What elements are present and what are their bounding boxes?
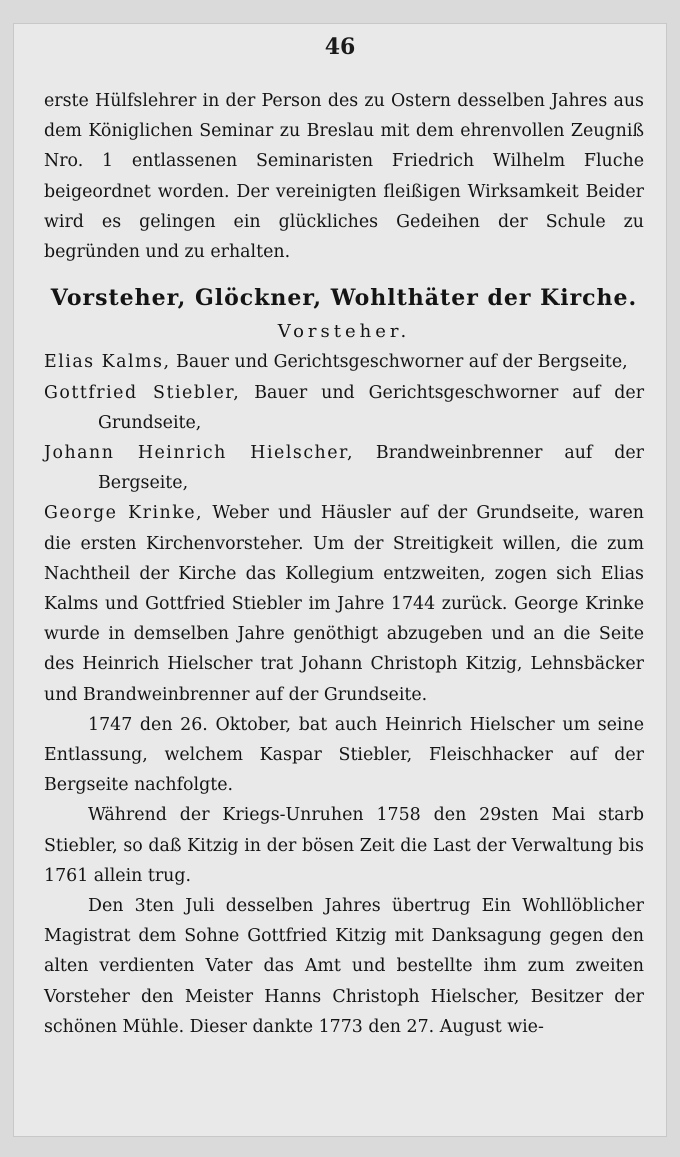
list-item bbox=[44, 438, 644, 498]
entry-name: Gottfried Stiebler, bbox=[44, 382, 241, 403]
entry-name: Johann Heinrich Hielscher, bbox=[44, 443, 354, 464]
page-text bbox=[44, 86, 644, 1042]
paragraph-july: Den 3ten Juli desselben Jahres übertrug Ein Wohllöblicher Magistrat dem Sohne Gottfried Kitzig mit Danksagung gegen den alten verdienten Vater das Amt und bestellte ihm zum zweiten Vorsteher den Meister Hanns Christoph Hielscher, Besitzer der schönen Mühle. Dieser dankte 1773 den 27. August wie- bbox=[44, 896, 644, 1037]
closing-text: Weber und Häusler auf der Grundseite, waren die ersten Kirchenvorsteher. Um der Streitigkeit willen, die zum Nachtheil der Kirche das Kollegium entzweiten, zogen sich Elias Kalms und Gottfried Stiebler im Jahre 1744 zurück. George Krinke wurde in demselben Jahre genöthigt abzugeben und an die Seite des Heinrich Hielscher trat Johann Christoph Kitzig, Lehnsbäcker und Brandweinbrenner auf der Grundseite. bbox=[44, 503, 644, 705]
section-heading: Vorsteher, Glöckner, Wohlthäter der Kirche. bbox=[50, 285, 638, 312]
list-item bbox=[44, 347, 644, 377]
page-number: 46 bbox=[324, 34, 356, 60]
closing-paragraph bbox=[44, 498, 644, 709]
entry-name: Elias Kalms, bbox=[44, 352, 171, 373]
book-page bbox=[14, 24, 666, 1136]
paragraph-1758: Während der Kriegs-Unruhen 1758 den 29sten Mai starb Stiebler, so daß Kitzig in der bösen Zeit die Last der Verwaltung bis 1761 allein trug. bbox=[44, 805, 644, 886]
subheading: Vorsteher. bbox=[277, 321, 411, 343]
intro-paragraph: erste Hülfslehrer in der Person des zu Ostern desselben Jahres aus dem Königlichen Seminar zu Breslau mit dem ehrenvollen Zeugniß Nro. 1 entlassenen Seminaristen Friedrich Wilhelm Fluche beigeordnet worden. Der vereinigten fleißigen Wirksamkeit Beider wird es gelingen ein glückliches Gedeihen der Schule zu begründen und zu erhalten. bbox=[44, 91, 644, 263]
entry-description: Brandweinbrenner auf der Bergseite, bbox=[98, 443, 644, 494]
closing-lead-name: George Krinke, bbox=[44, 503, 204, 524]
list-item bbox=[44, 378, 644, 438]
entry-description: Bauer und Gerichtsgeschworner auf der Grundseite, bbox=[98, 382, 645, 433]
paragraph-1747: 1747 den 26. Oktober, bat auch Heinrich Hielscher um seine Entlassung, welchem Kaspar Stiebler, Fleischhacker auf der Bergseite nachfolgte. bbox=[44, 714, 644, 796]
entry-description: Bauer und Gerichtsgeschworner auf der Bergseite, bbox=[170, 352, 628, 373]
